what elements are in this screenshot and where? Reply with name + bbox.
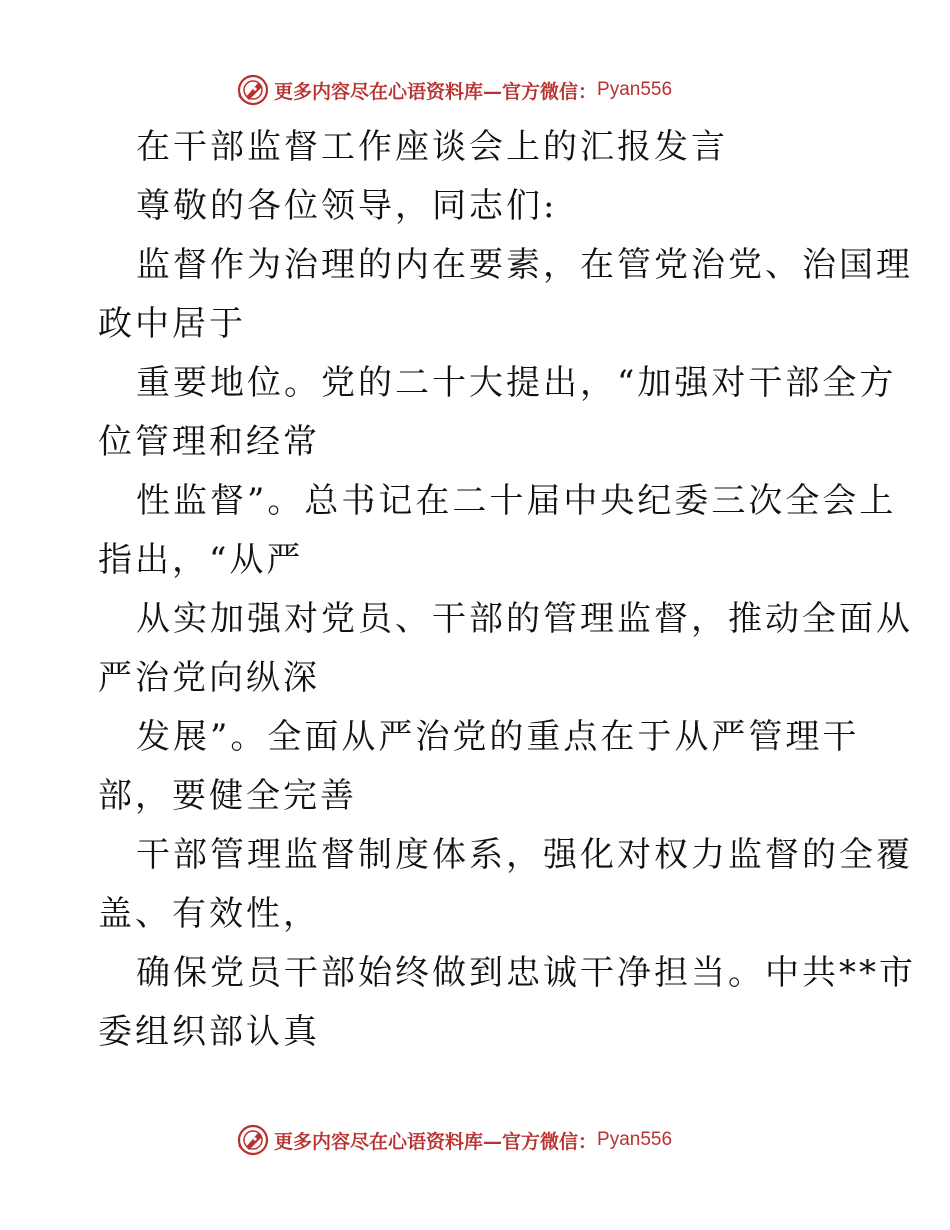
document-title: 在干部监督工作座谈会上的汇报发言 [136,127,728,167]
paragraph-line: 盖、有效性， [98,894,320,934]
paragraph-line: 发展”。全面从严治党的重点在于从严管理干 [136,717,860,757]
paragraph-line: 位管理和经常 [98,422,320,462]
paragraph-line: 确保党员干部始终做到忠诚干净担当。中共**市 [136,953,916,993]
watermark-wechat-id: Pyan556 [597,1129,673,1150]
watermark-site-text: 更多内容尽在心语资料库— [274,1130,503,1153]
paragraph-line: 监督作为治理的内在要素，在管党治党、治国理 [136,245,913,285]
salutation: 尊敬的各位领导，同志们: [136,186,558,226]
paragraph-line: 从实加强对党员、干部的管理监督，推动全面从 [136,599,913,639]
paragraph-line: 政中居于 [98,304,246,344]
watermark-wechat-label: 官方微信： [502,1130,598,1153]
paragraph-line: 干部管理监督制度体系，强化对权力监督的全覆 [136,835,913,875]
paragraph-line: 委组织部认真 [98,1012,320,1052]
watermark-wechat-label: 官方微信： [502,80,598,103]
watermark-site-text: 更多内容尽在心语资料库— [274,80,503,103]
pen-nib-logo-icon [236,1123,270,1157]
pen-nib-logo-icon [236,73,270,107]
paragraph-line: 重要地位。党的二十大提出，“加强对干部全方 [136,363,897,403]
paragraph-line: 性监督”。总书记在二十届中央纪委三次全会上 [136,481,897,521]
paragraph-line: 指出，“从严 [98,540,304,580]
footer-watermark [236,1123,672,1157]
paragraph-line: 部，要健全完善 [98,776,357,816]
document-body [98,118,916,1062]
paragraph-line: 严治党向纵深 [98,658,320,698]
watermark-wechat-id: Pyan556 [597,79,673,100]
header-watermark [236,73,672,107]
